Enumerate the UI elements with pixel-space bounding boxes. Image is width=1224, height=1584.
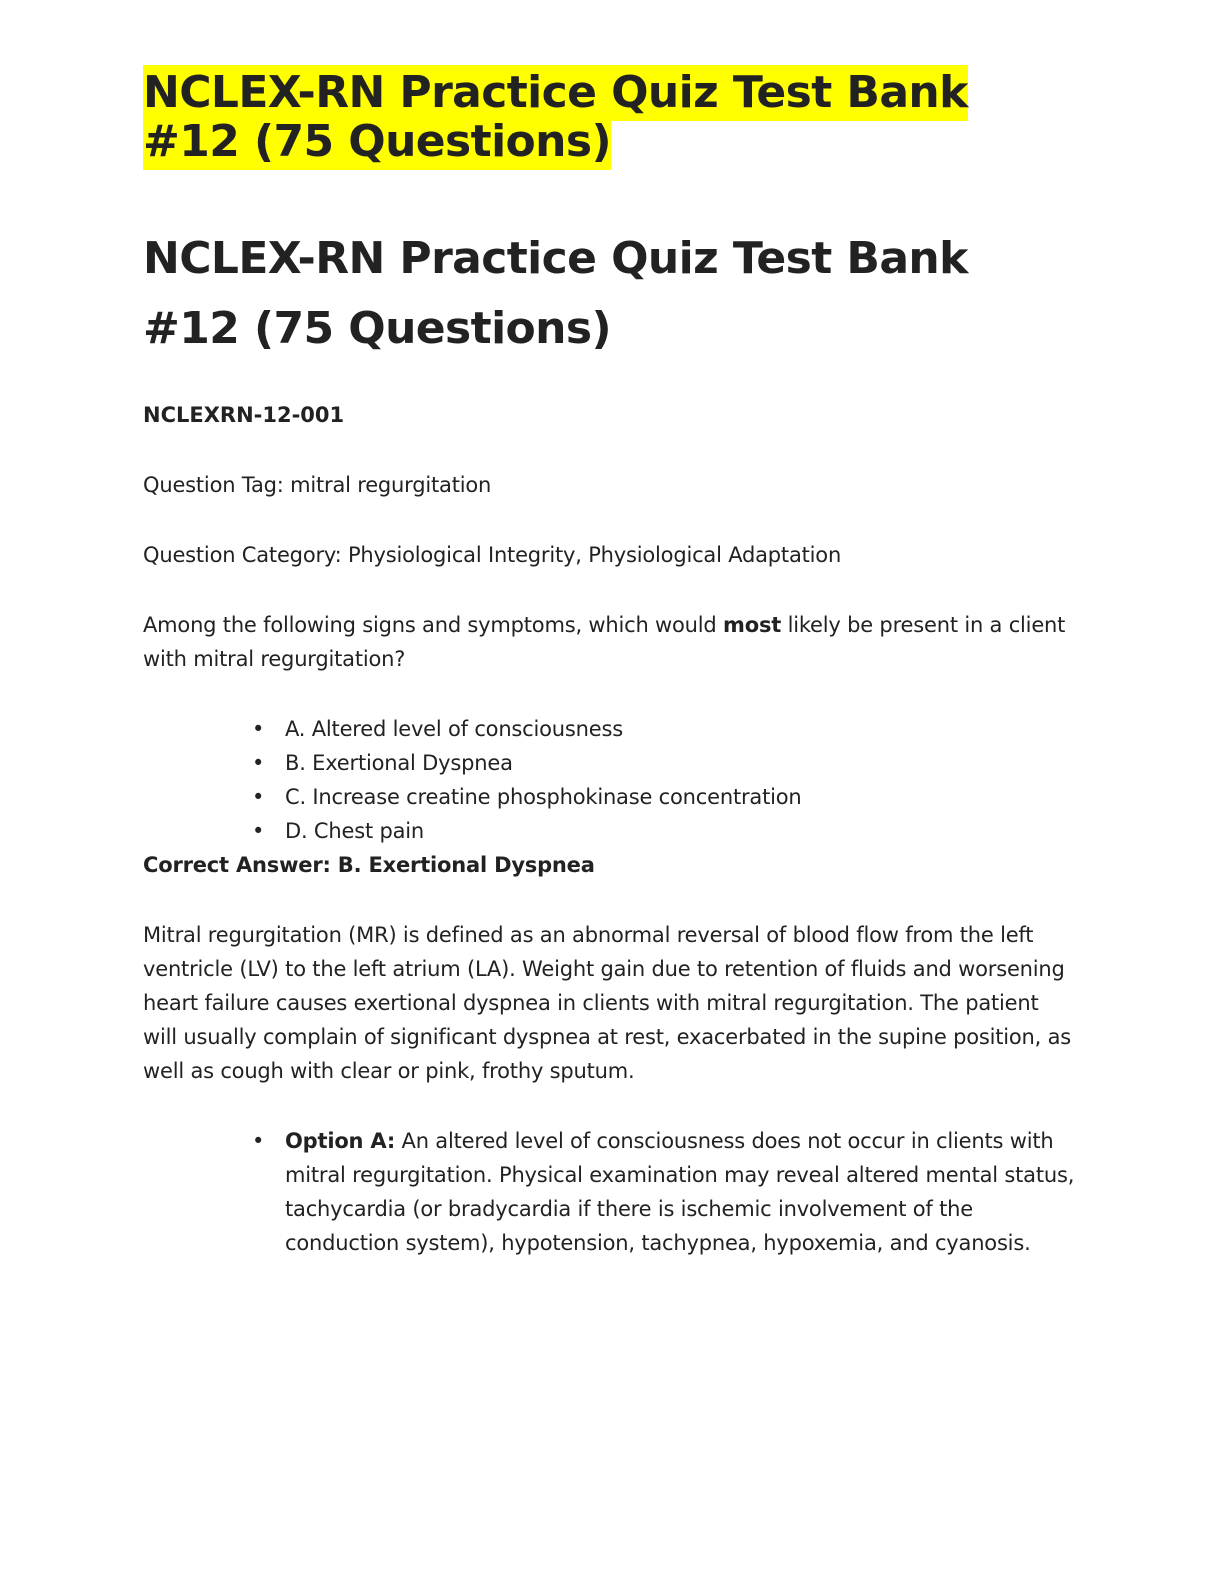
option-a: • A. Altered level of consciousness [285,712,1078,746]
option-note-a [285,1124,1078,1260]
option-note-text: An altered level of consciousness does not occur in clients with mitral regurgitation. Physical examination may reveal altered mental status, tachycardia (or bradycardia if there is ischemic involvement of the conduction system), hypotension, tachypnea, hypoxemia, and cyanosis. [285,1129,1075,1255]
correct-answer: Correct Answer: B. Exertional Dyspnea [143,853,595,877]
question-stem-end: likely be present in a client with mitral regurgitation? [143,613,1066,671]
highlighted-title-text: NCLEX-RN Practice Quiz Test Bank #12 (75 Questions) [143,65,968,170]
option-d: • D. Chest pain [285,814,1078,848]
option-notes [143,1124,1078,1260]
page-title: NCLEX-RN Practice Quiz Test Bank #12 (75 Questions) [143,233,968,354]
rationale-paragraph: Mitral regurgitation (MR) is defined as an abnormal reversal of blood flow from the left ventricle (LV) to the left atrium (LA). Weight gain due to retention of fluids and worsening heart failure causes exertional dyspnea in clients with mitral regurgitation. The patient will usually complain of significant dyspnea at rest, exacerbated in the supine position, as well as cough with clear or pink, frothy sputum. [143,923,1072,1083]
question-stem-emphasis: most [723,613,782,637]
answer-options [143,712,1078,848]
question-stem-start: Among the following signs and symptoms, which would [143,613,724,637]
document-page [143,68,1078,1260]
question-id: NCLEXRN-12-001 [143,403,345,427]
option-c: • C. Increase creatine phosphokinase concentration [285,780,1078,814]
option-b: • B. Exertional Dyspnea [285,746,1078,780]
question-category: Question Category: Physiological Integrity, Physiological Adaptation [143,543,842,567]
question-stem [143,608,1078,676]
question-tag: Question Tag: mitral regurgitation [143,473,492,497]
option-note-label: Option A: [285,1129,396,1153]
highlighted-title [143,68,1078,166]
